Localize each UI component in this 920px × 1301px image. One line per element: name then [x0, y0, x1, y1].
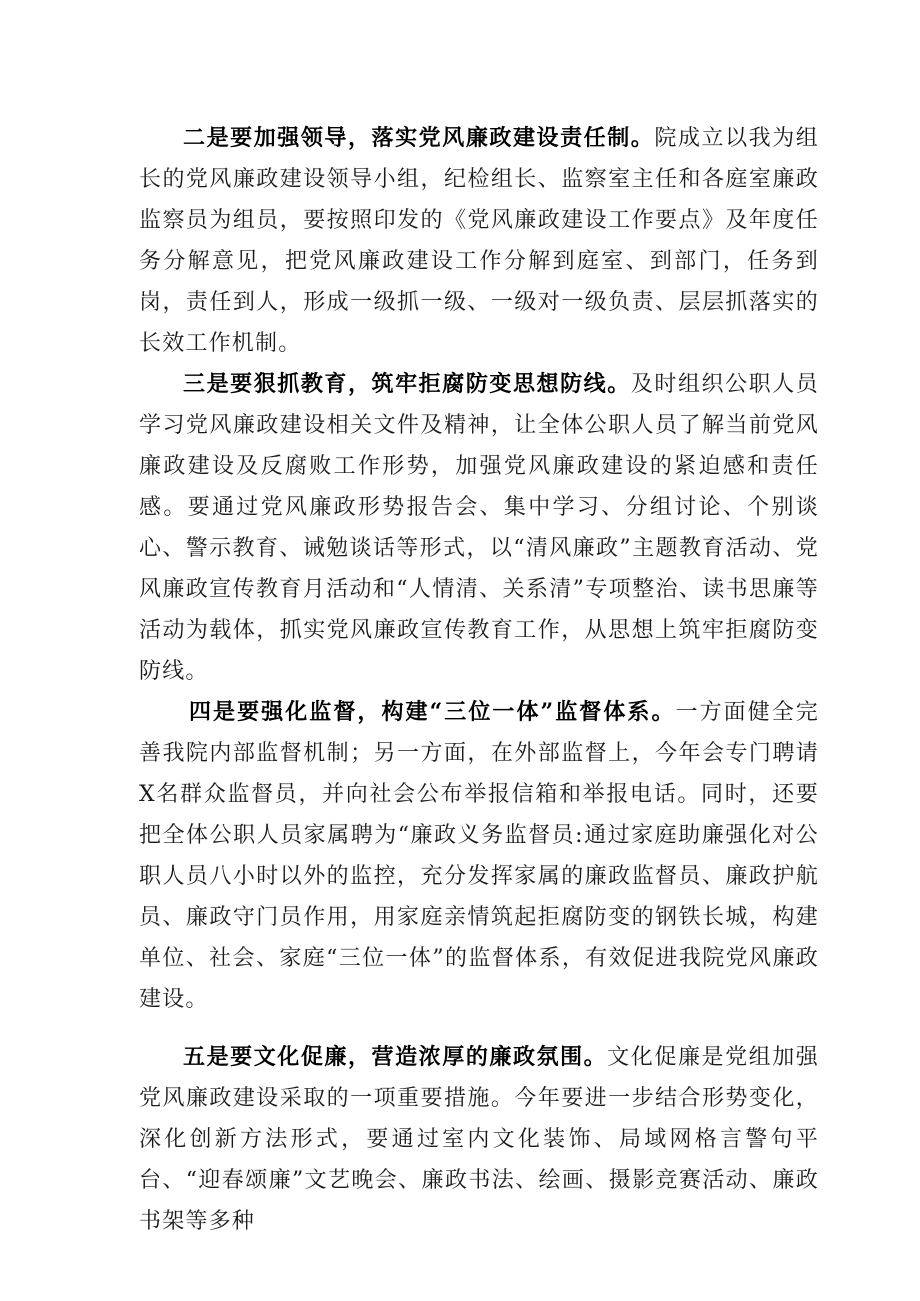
paragraph-supervision [139, 692, 819, 1020]
paragraph-body: 文化促廉是党组加强党风廉政建设采取的一项重要措施。今年要进一步结合形势变化，深化创新方法形式，要通过室内文化装饰、局域网格言警句平台、“迎春颂廉”文艺晚会、廉政书法、绘画、摄影竞赛活动、廉政书架等多种 [139, 1045, 819, 1234]
paragraph-education [139, 364, 819, 692]
paragraph-body: 一方面健全完善我院内部监督机制；另一方面，在外部监督上，今年会专门聘请X名群众监督员，并向社会公布举报信箱和举报电话。同时，还要把全体公职人员家属聘为“廉政义务监督员:通过家庭助廉强化对公职人员八小时以外的监控，充分发挥家属的廉政监督员、廉政护航员、廉政守门员作用，用家庭亲情筑起拒腐防变的钢铁长城，构建单位、社会、家庭“三位一体”的监督体系，有效促进我院党风廉政建设。 [139, 700, 820, 1012]
paragraph-body: 院成立以我为组长的党风廉政建设领导小组，纪检组长、监察室主任和各庭室廉政监察员为组员，要按照印发的《党风廉政建设工作要点》及年度任务分解意见，把党风廉政建设工作分解到庭室、到部门，任务到岗，责任到人，形成一级抓一级、一级对一级负责、层层抓落实的长效工作机制。 [139, 126, 819, 356]
document-page [139, 118, 819, 1242]
paragraph-heading: 五是要文化促廉，营造浓厚的廉政氛围。 [183, 1044, 608, 1070]
paragraph-body: 及时组织公职人员学习党风廉政建设相关文件及精神，让全体公职人员了解当前党风廉政建设及反腐败工作形势，加强党风廉政建设的紧迫感和责任感。要通过党风廉政形势报告会、集中学习、分组讨论、个别谈心、警示教育、诫勉谈话等形式，以“清风廉政”主题教育活动、党风廉政宣传教育月活动和“人情清、关系清”专项整治、读书思廉等活动为载体，抓实党风廉政宣传教育工作，从思想上筑牢拒腐防变防线。 [139, 372, 819, 684]
paragraph-heading: 二是要加强领导，落实党风廉政建设责任制。 [183, 125, 655, 151]
paragraph-heading: 四是要强化监督，构建“三位一体”监督体系。 [189, 699, 676, 725]
paragraph-leadership [139, 118, 819, 364]
paragraph-heading: 三是要狠抓教育，筑牢拒腐防变思想防线。 [183, 371, 631, 397]
paragraph-culture [139, 1037, 819, 1242]
